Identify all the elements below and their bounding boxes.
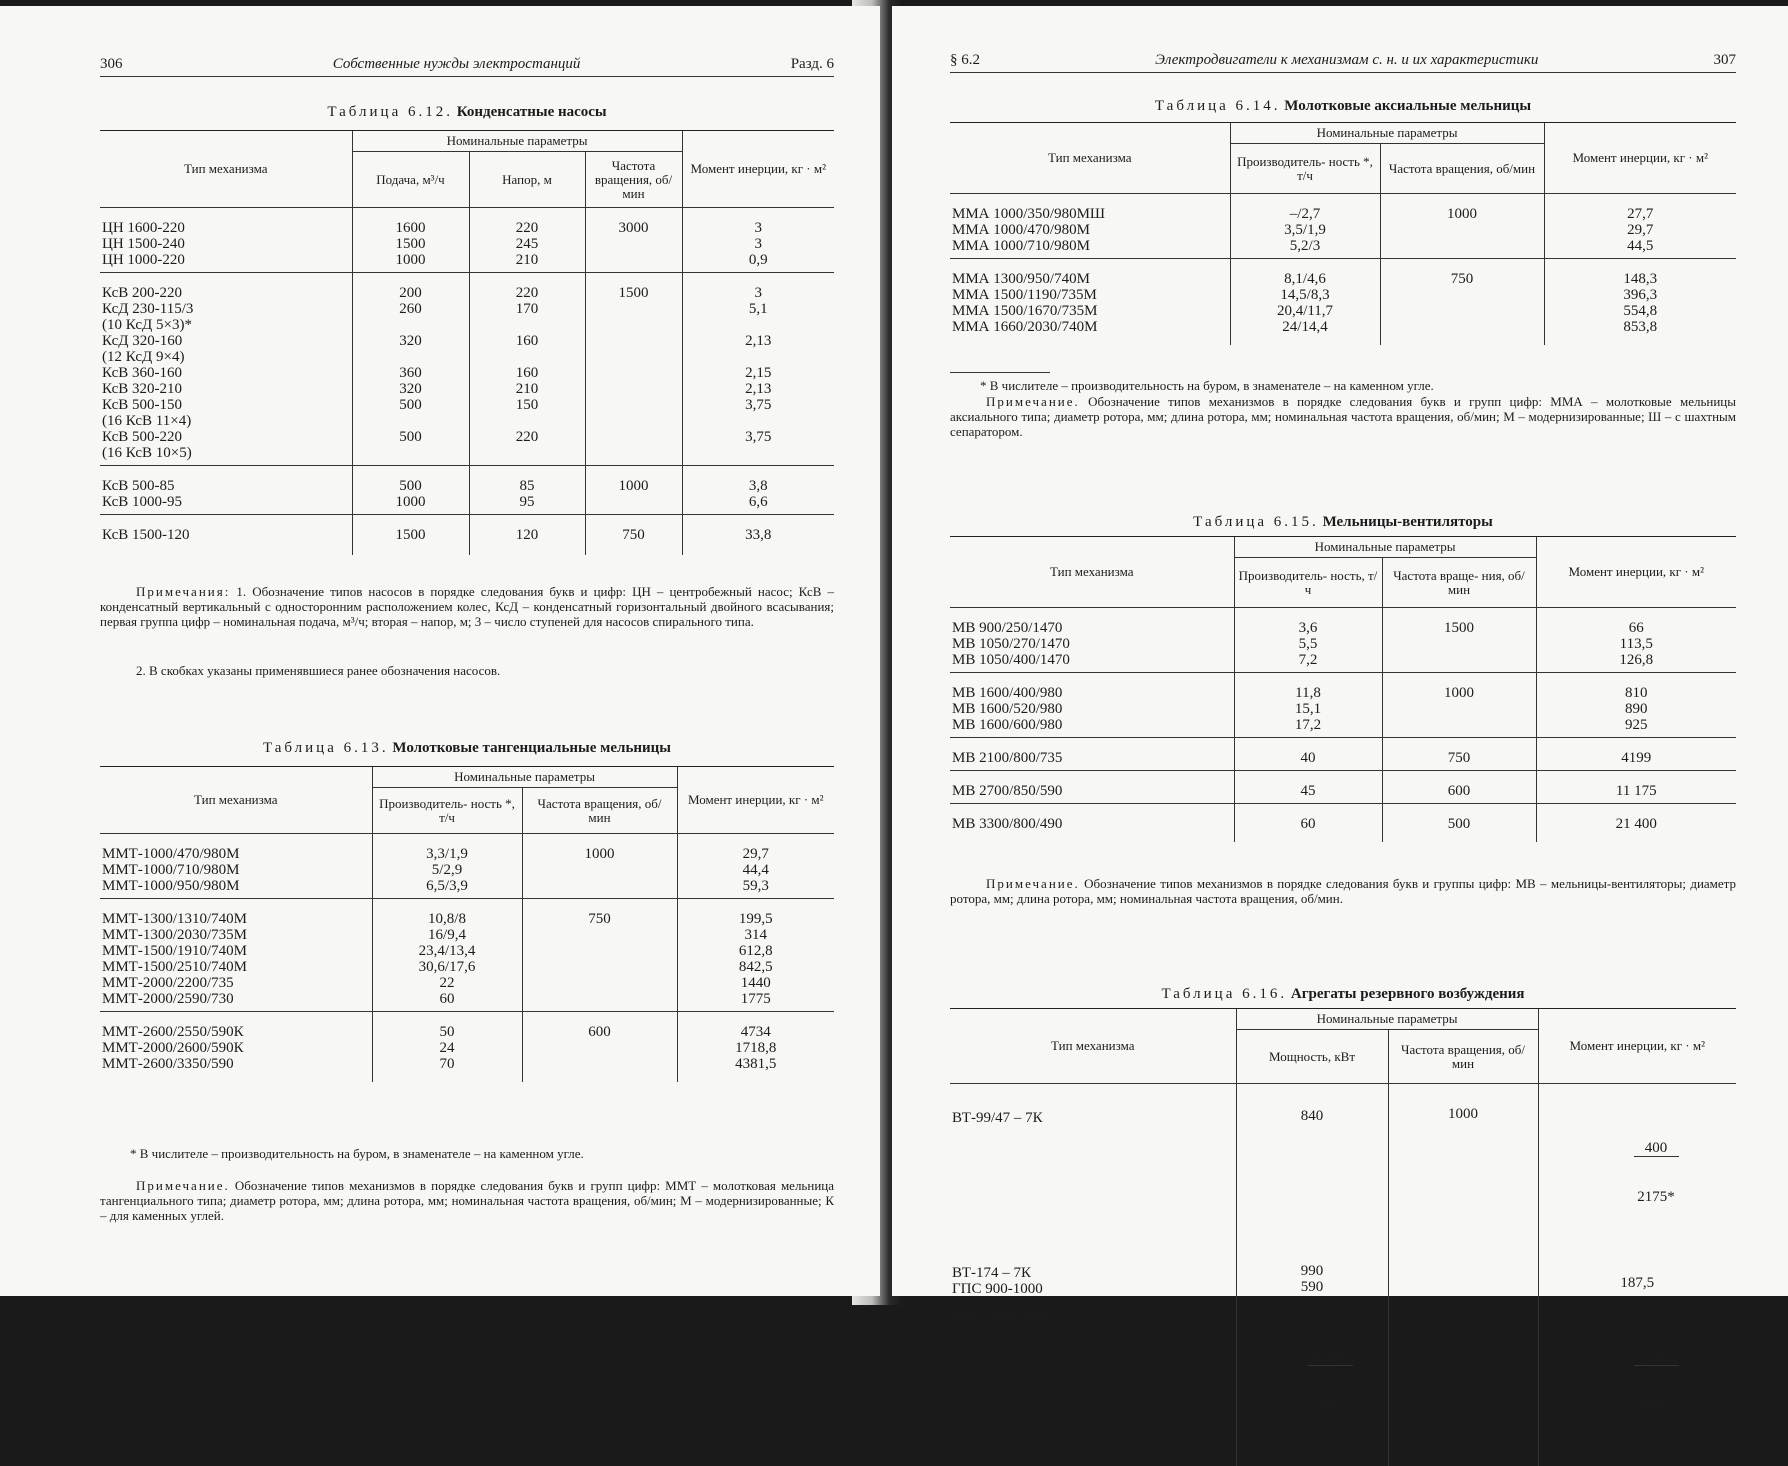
mill-types: ММТ-2600/2550/590К ММТ-2000/2600/590К ММТ-2600/3350/590: [102, 1024, 244, 1072]
fan-mill-capacity: 40: [1234, 738, 1382, 771]
fraction-denominator: 900: [1319, 1398, 1342, 1414]
note-text: Обозначение типов механизмов в порядке следования букв и групп цифр: ММТ – молотковая мельница тангенциального типа; диаметр ротора, мм; длина ротора, мм; номинальная частота вращения, об/мин; М – модернизированные; К – для каменных углей.: [100, 1178, 835, 1223]
pump-head: 220 245 210: [469, 208, 585, 273]
table-6-14-label: Таблица 6.14.: [1154, 98, 1281, 114]
fan-mill-inertia: 66 113,5 126,8: [1536, 608, 1736, 673]
pump-flow: 500 1000: [352, 466, 469, 515]
table-row: [950, 259, 1736, 346]
table-row: [950, 738, 1736, 771]
fan-mill-capacity: 11,8 15,1 17,2: [1234, 673, 1382, 738]
header-nominal-params: Номинальные параметры: [352, 131, 682, 152]
pump-types: КсВ 1500-120: [102, 527, 190, 543]
mill-capacity: 50 24 70: [372, 1012, 522, 1083]
fraction-denominator: 1800*: [1637, 1398, 1675, 1414]
fan-mill-types: МВ 900/250/1470 МВ 1050/270/1470 МВ 1050/400/1470: [952, 620, 1070, 668]
mill-types: ММТ-1000/470/980М ММТ-1000/710/980М ММТ-1000/950/980М: [102, 846, 240, 894]
header-flow: Подача, м³/ч: [352, 152, 469, 208]
fraction-numerator: 400: [1634, 1140, 1679, 1157]
table-6-13-name: Молотковые тангенциальные мельницы: [392, 740, 672, 756]
fraction-denominator: 2175*: [1637, 1189, 1675, 1205]
table-row: [100, 273, 834, 466]
fan-mill-capacity: 60: [1234, 804, 1382, 843]
table-6-13-footnote: * В числителе – производительность на буром, в знаменателе – на каменном угле.: [130, 1146, 584, 1161]
header-nominal-params: Номинальные параметры: [372, 767, 677, 788]
left-running-title: Собственные нужды электростанций: [332, 56, 581, 72]
table-6-16: [950, 1008, 1736, 1466]
fan-mill-inertia: 11 175: [1536, 771, 1736, 804]
mill-types: ММА 1000/350/980МШ ММА 1000/470/980М ММА 1000/710/980М: [952, 206, 1106, 254]
table-6-16-name: Агрегаты резервного возбуждения: [1290, 986, 1525, 1002]
mill-inertia: 27,7 29,7 44,5: [1544, 194, 1736, 259]
pump-head: 120: [469, 515, 585, 556]
table-6-12-note-1: [100, 584, 834, 629]
pump-types: ЦН 1600-220 ЦН 1500-240 ЦН 1000-220: [102, 220, 185, 268]
mill-capacity: 3,3/1,9 5/2,9 6,5/3,9: [372, 834, 522, 899]
table-6-13-note: [100, 1178, 834, 1223]
table-row: [100, 1012, 834, 1083]
header-nominal-params: Номинальные параметры: [1230, 123, 1544, 144]
fan-mill-types: МВ 2700/850/590: [952, 783, 1063, 799]
table-6-12-label: Таблица 6.12.: [327, 104, 453, 120]
mill-types: ММТ-1300/1310/740М ММТ-1300/2030/735М ММТ-1500/1910/740М ММТ-1500/2510/740М ММТ-2000/2200/735 ММТ-2000/2590/730: [102, 911, 248, 1007]
mill-inertia: 29,7 44,4 59,3: [677, 834, 834, 899]
fan-mill-capacity: 3,6 5,5 7,2: [1234, 608, 1382, 673]
pump-flow: 200 260 320 360 320 500 500: [352, 273, 469, 466]
header-speed: Частота вращения, об/мин: [585, 152, 682, 208]
table-row: [100, 515, 834, 556]
pump-types: КсВ 500-85 КсВ 1000-95: [102, 478, 183, 510]
table-6-14-name: Молотковые аксиальные мельницы: [1284, 98, 1532, 114]
header-speed: Частота вращения, об/мин: [1380, 144, 1544, 194]
table-6-16-title: [950, 986, 1736, 1003]
unit-inertia: 187,5: [1538, 1257, 1736, 1301]
table-6-12-title: [100, 104, 834, 121]
pump-head: 220 170 160 160 210 150 220: [469, 273, 585, 466]
table-6-14-footnote: * В числителе – производительность на буром, в знаменателе – на каменном угле.: [980, 378, 1434, 393]
table-6-12-name: Конденсатные насосы: [456, 104, 607, 120]
right-running-title: Электродвигатели к механизмам с. н. и их характеристики: [1155, 52, 1539, 68]
unit-inertia: [1538, 1084, 1736, 1258]
header-type: Тип механизма: [950, 123, 1230, 194]
unit-speed-empty: [1388, 1257, 1538, 1301]
power-fraction: [1308, 1317, 1353, 1446]
table-6-15-note: [950, 876, 1736, 906]
header-inertia: Момент инерции, кг · м²: [682, 131, 834, 208]
fan-mill-speed: 1000: [1382, 673, 1536, 738]
table-6-14-title: [950, 98, 1736, 115]
left-section: Разд. 6: [790, 56, 834, 72]
header-speed: Частота вращения, об/мин: [1388, 1030, 1538, 1084]
table-6-16-label: Таблица 6.16.: [1161, 986, 1288, 1002]
mill-speed: 600: [522, 1012, 677, 1083]
note-text: 1. Обозначение типов насосов в порядке следования букв и цифр: ЦН – центробежный насос; КсВ – конденсатный вертикальный с односторонним расположением колес, КсД – конденсатный горизонтальный двойного всасывания; первая группа цифр – номинальная подача, м³/ч; вторая – напор, м; 3 – число ступеней для насосов спирального типа.: [100, 584, 834, 629]
header-inertia: Момент инерции, кг · м²: [1544, 123, 1736, 194]
header-type: Тип механизма: [100, 131, 352, 208]
pump-inertia: 3 5,1 2,13 2,15 2,13 3,75 3,75: [682, 273, 834, 466]
fan-mill-types: МВ 1600/400/980 МВ 1600/520/980 МВ 1600/600/980: [952, 685, 1063, 733]
mill-speed: 750: [1380, 259, 1544, 346]
table-row: [100, 466, 834, 515]
table-row: [100, 834, 834, 899]
fan-mill-types: МВ 2100/800/735: [952, 750, 1063, 766]
fan-mill-inertia: 21 400: [1536, 804, 1736, 843]
pump-speed: 3000: [585, 208, 682, 273]
mill-speed: 1000: [1380, 194, 1544, 259]
table-row: [950, 1301, 1736, 1466]
pump-flow: 1500: [352, 515, 469, 556]
table-6-13-label: Таблица 6.13.: [262, 740, 389, 756]
table-row: [950, 1257, 1736, 1301]
pump-inertia: 33,8: [682, 515, 834, 556]
header-head: Напор, м: [469, 152, 585, 208]
pump-speed: 1500: [585, 273, 682, 466]
right-page-number: 307: [1713, 52, 1736, 68]
note-label: Примечание.: [136, 1178, 230, 1193]
header-speed: Частота вращения, об/мин: [522, 788, 677, 834]
table-6-15-title: [950, 514, 1736, 531]
fan-mill-inertia: 4199: [1536, 738, 1736, 771]
pump-types: КсВ 200-220 КсД 230-115/3 (10 КсД 5×3)* КсД 320-160 (12 КсД 9×4) КсВ 360-160 КсВ 320-210 КсВ 500-150 (16 КсВ 11×4) КсВ 500-220 (16 КсВ 10×5): [102, 285, 194, 461]
unit-power: 990 590: [1236, 1257, 1388, 1301]
table-6-15-name: Мельницы-вентиляторы: [1322, 514, 1493, 530]
header-type: Тип механизма: [950, 537, 1234, 608]
unit-speed: 1000: [1388, 1084, 1538, 1258]
inertia-fraction: [1634, 1317, 1679, 1446]
pump-inertia: 3 3 0,9: [682, 208, 834, 273]
table-row: [950, 804, 1736, 843]
mill-inertia: 4734 1718,8 4381,5: [677, 1012, 834, 1083]
unit-inertia: [1538, 1301, 1736, 1466]
header-power: Мощность, кВт: [1236, 1030, 1388, 1084]
header-speed: Частота враще- ния, об/мин: [1382, 558, 1536, 608]
header-nominal-params: Номинальные параметры: [1234, 537, 1536, 558]
fan-mill-speed: 750: [1382, 738, 1536, 771]
pump-speed: 750: [585, 515, 682, 556]
pump-inertia: 3,8 6,6: [682, 466, 834, 515]
mill-inertia: 148,3 396,3 554,8 853,8: [1544, 259, 1736, 346]
fan-mill-speed: 600: [1382, 771, 1536, 804]
mill-types: ММА 1300/950/740М ММА 1500/1190/735М ММА 1500/1670/735М ММА 1660/2030/740М: [952, 271, 1098, 335]
header-type: Тип механизма: [100, 767, 372, 834]
mill-capacity: –/2,7 3,5/1,9 5,2/3: [1230, 194, 1380, 259]
left-page-number: 306: [100, 56, 123, 72]
header-inertia: Момент инерции, кг · м²: [1536, 537, 1736, 608]
unit-type: ВТ-99/47 – 7К: [952, 1110, 1043, 1126]
header-inertia: Момент инерции, кг · м²: [1538, 1009, 1736, 1084]
fraction-numerator: 750: [1634, 1349, 1679, 1366]
header-capacity: Производитель- ность, т/ч: [1234, 558, 1382, 608]
header-type: Тип механизма: [950, 1009, 1236, 1084]
table-6-12: [100, 130, 834, 555]
table-row: [950, 673, 1736, 738]
table-row: [950, 1084, 1736, 1258]
pump-flow: 1600 1500 1000: [352, 208, 469, 273]
table-row: [950, 194, 1736, 259]
header-capacity: Производитель- ность *, т/ч: [372, 788, 522, 834]
mill-speed: 750: [522, 899, 677, 1012]
table-row: [100, 899, 834, 1012]
fan-mill-inertia: 810 890 925: [1536, 673, 1736, 738]
unit-speed-empty: [1388, 1301, 1538, 1466]
right-running-header: [950, 52, 1736, 73]
unit-type: ВТ-174 – 7К ГПС 900-1000: [952, 1265, 1043, 1297]
note-text: Обозначение типов механизмов в порядке следования букв и групп цифр: ММА – молотковые мельницы аксиального типа; диаметр ротора, мм; длина ротора, мм; номинальная частота вращения, об/мин; М – модернизированные; Ш – с шахтным сепаратором.: [950, 394, 1736, 439]
table-6-13: [100, 766, 834, 1082]
table-6-13-title: [100, 740, 834, 757]
fan-mill-speed: 500: [1382, 804, 1536, 843]
table-row: [100, 208, 834, 273]
note-label: Примечания:: [136, 584, 231, 599]
left-page: [0, 6, 880, 1296]
header-inertia: Момент инерции, кг · м²: [677, 767, 834, 834]
unit-power: 840: [1236, 1084, 1388, 1258]
note-label: Примечание.: [986, 394, 1080, 409]
fan-mill-capacity: 45: [1234, 771, 1382, 804]
footnote-rule: [950, 372, 1050, 373]
header-capacity: Производитель- ность *, т/ч: [1230, 144, 1380, 194]
header-nominal-params: Номинальные параметры: [1236, 1009, 1538, 1030]
note-label: Примечание.: [986, 876, 1080, 891]
mill-capacity: 8,1/4,6 14,5/8,3 20,4/11,7 24/14,4: [1230, 259, 1380, 346]
table-6-14-note: [950, 394, 1736, 439]
table-row: [950, 608, 1736, 673]
right-page: [892, 6, 1788, 1414]
unit-type: ГПС 2000-1000: [952, 1311, 1051, 1327]
note-text: Обозначение типов механизмов в порядке следования букв и группы цифр: МВ – мельницы-вентиляторы; диаметр ротора, мм; длина ротора, мм; номинальная частота вращения, об/мин.: [950, 876, 1737, 906]
fan-mill-speed: 1500: [1382, 608, 1536, 673]
table-6-15: [950, 536, 1736, 842]
pump-speed: 1000: [585, 466, 682, 515]
table-6-14: [950, 122, 1736, 345]
right-section: § 6.2: [950, 52, 980, 68]
table-6-12-note-2: 2. В скобках указаны применявшиеся ранее обозначения насосов.: [136, 663, 501, 678]
table-row: [950, 771, 1736, 804]
fraction-numerator: 1010: [1308, 1349, 1353, 1366]
fan-mill-types: МВ 3300/800/490: [952, 816, 1063, 832]
unit-power: [1236, 1301, 1388, 1466]
inertia-fraction: [1634, 1108, 1679, 1237]
mill-speed: 1000: [522, 834, 677, 899]
pump-head: 85 95: [469, 466, 585, 515]
mill-inertia: 199,5 314 612,8 842,5 1440 1775: [677, 899, 834, 1012]
mill-capacity: 10,8/8 16/9,4 23,4/13,4 30,6/17,6 22 60: [372, 899, 522, 1012]
left-running-header: [100, 56, 834, 77]
table-6-15-label: Таблица 6.15.: [1193, 514, 1319, 530]
